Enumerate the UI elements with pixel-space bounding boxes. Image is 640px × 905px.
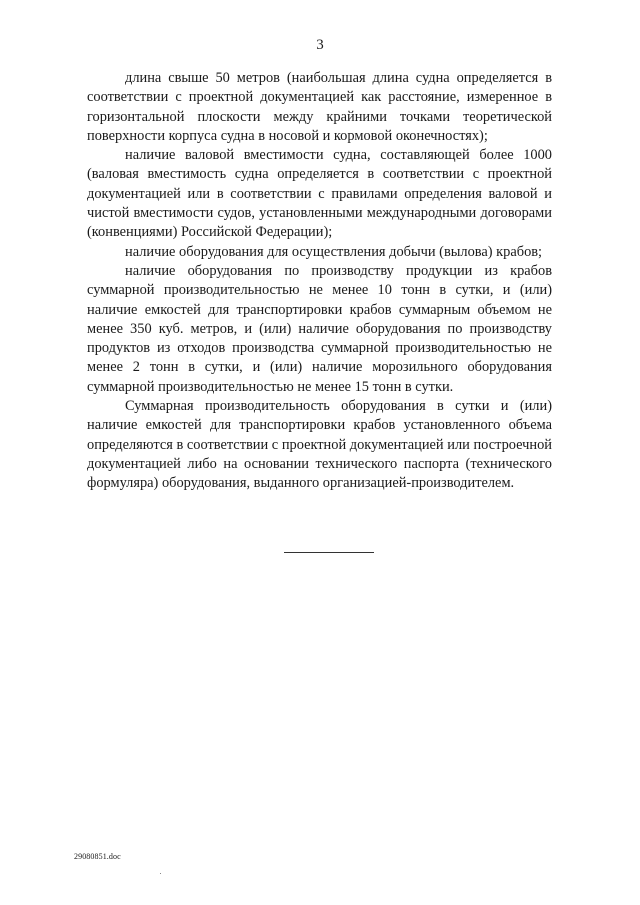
paragraph-vessel-length: длина свыше 50 метров (наибольшая длина судна определяется в соответствии с проектной документацией как расстояние, измеренное в горизонтальной плоскости между крайними точками теоретической поверхности корпуса судна в носовой и кормовой оконечностях); — [87, 70, 552, 144]
scan-speck — [160, 873, 161, 874]
paragraph-gross-tonnage: наличие валовой вместимости судна, составляющей более 1000 (валовая вместимость судна определяется в соответствии с проектной документацией или в соответствии с правилами определения валовой и чистой вместимости судов, установленными международными договорами (конвенциями) Российской Федерации); — [87, 147, 552, 241]
footer-file-code: 29080851.doc — [74, 852, 121, 861]
paragraph-production-equipment: наличие оборудования по производству продукции из крабов суммарной производительностью не менее 10 тонн в сутки, и (или) наличие емкостей для транспортировки крабов суммарным объемом не менее 350 куб. метров, и (или) наличие оборудования по производству продуктов из отходов производства суммарной производительностью не менее 2 тонн в сутки, и (или) наличие морозильного оборудования суммарной производительностью не менее 15 тонн в сутки. — [87, 262, 552, 395]
page-number: 3 — [316, 37, 324, 53]
end-of-text-divider — [284, 552, 374, 553]
paragraph-capacity-determination: Суммарная производительность оборудования в сутки и (или) наличие емкостей для транспортировки крабов установленного объема определяются в соответствии с проектной документацией или построечной документацией либо на основании технического паспорта (технического формуляра) оборудования, выданного организацией-производителем. — [87, 398, 552, 492]
paragraph-crab-catch-equipment: наличие оборудования для осуществления добычи (вылова) крабов; — [125, 243, 543, 260]
document-body — [87, 69, 552, 494]
